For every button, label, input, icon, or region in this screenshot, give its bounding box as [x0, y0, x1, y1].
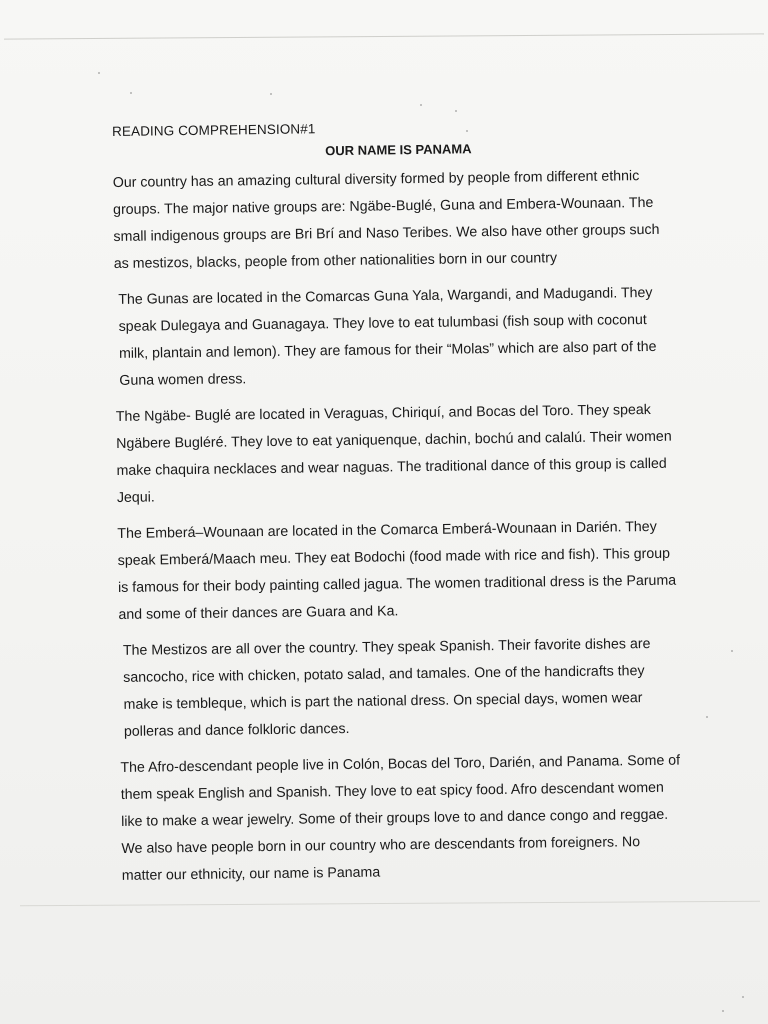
document-body — [112, 117, 682, 899]
scan-speck — [731, 650, 733, 652]
scan-speck — [420, 104, 422, 106]
document-title: OUR NAME IS PANAMA — [325, 141, 472, 159]
scan-speck — [706, 716, 708, 718]
paragraph-afro-descendant: The Afro-descendant people live in Colón, Bocas del Toro, Darién, and Panama. Some of them speak English and Spanish. They love to eat spicy food. Afro descendant women like to make a wear jewelry. Some of their groups love to and dance congo and reggae. We also have people born in our country who are descendants from foreigners. No matter our ethnicity, our name is Panama — [120, 752, 681, 884]
paragraph-embera-wounaan: The Emberá–Wounaan are located in the Comarca Emberá-Wounaan in Darién. They speak Emberá/Maach meu. They eat Bodochi (food made with rice and fish). This group is famous for their body painting called jagua. The women traditional dress is the Paruma and some of their dances are Guara and Ka. — [117, 518, 677, 623]
scan-edge-line-bottom — [20, 901, 760, 907]
paragraph-mestizos: The Mestizos are all over the country. They speak Spanish. Their favorite dishes are sancocho, rice with chicken, potato salad, and tamales. One of the handicrafts they make is tembleque, which is part the national dress. On special days, women wear polleras and dance folkloric dances. — [122, 635, 651, 740]
scan-speck — [270, 93, 272, 95]
paragraph-intro: Our country has an amazing cultural diversity formed by people from different ethnic groups. The major native groups are: Ngäbe-Buglé, Guna and Embera-Wounaan. The small indigenous groups are Bri Brí and Naso Teribes. We also have other groups such as mestizos, blacks, people from other nationalities born in our country — [112, 168, 660, 272]
scan-speck — [130, 92, 132, 94]
scan-edge-line-top — [4, 33, 764, 39]
scan-speck — [742, 996, 744, 998]
document-label: READING COMPREHENSION#1 — [112, 121, 316, 139]
paragraph-gunas: The Gunas are located in the Comarcas Guna Yala, Wargandi, and Madugandi. They speak Dulegaya and Guanagaya. They love to eat tulumbasi (fish soup with coconut milk, plantain and lemon). They are famous for their “Molas” which are also part of the Guna women dress. — [118, 284, 657, 389]
scan-speck — [722, 1010, 724, 1012]
paragraph-ngabe-bugle: The Ngäbe- Buglé are located in Veraguas, Chiriquí, and Bocas del Toro. They speak Ngäbere Bugléré. They love to eat yaniquenque, dachin, bochú and calalú. Their women make chaquira necklaces and wear naguas. The traditional dance of this group is called Jequi. — [115, 401, 672, 506]
scan-speck — [455, 110, 457, 112]
scan-speck — [98, 72, 100, 74]
